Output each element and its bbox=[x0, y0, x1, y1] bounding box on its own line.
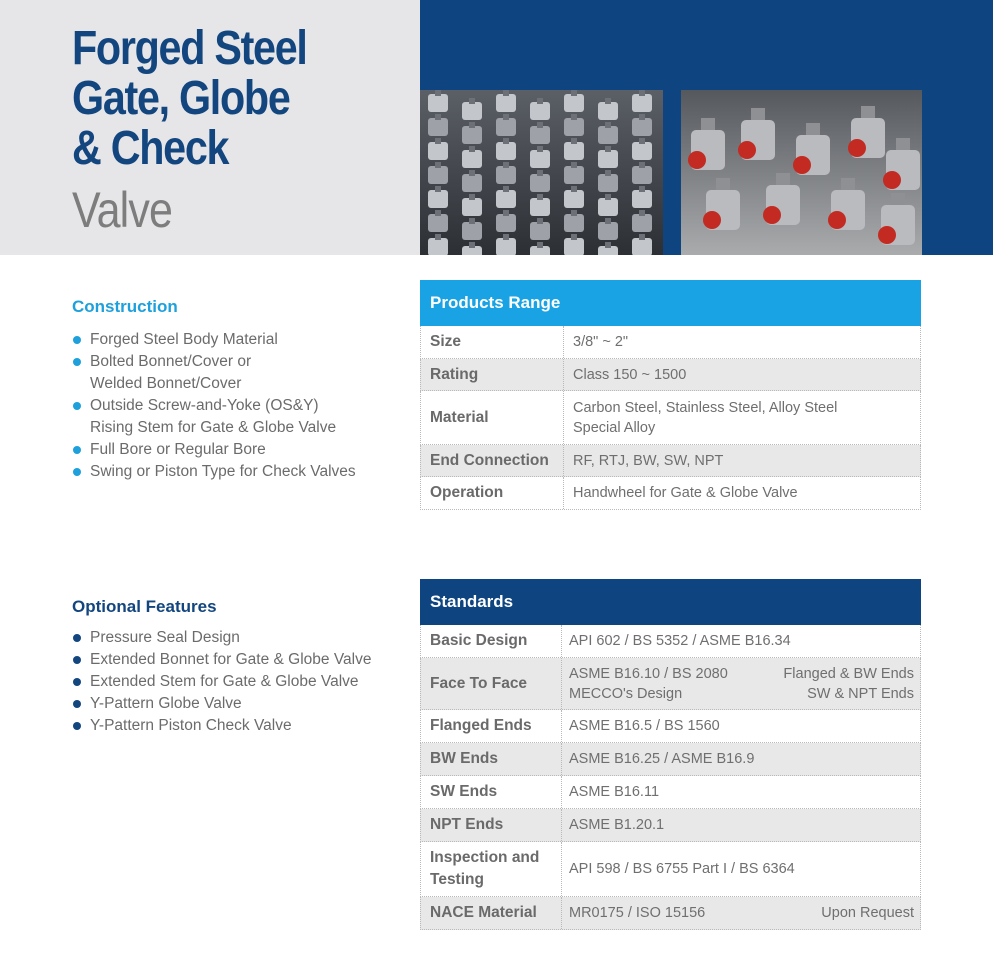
row-value: RF, RTJ, BW, SW, NPT bbox=[573, 452, 724, 469]
page-title bbox=[72, 24, 307, 174]
valve-stem-shape bbox=[537, 146, 543, 152]
valve-stem-shape bbox=[861, 106, 875, 118]
list-item-text: Welded Bonnet/Cover bbox=[90, 375, 242, 392]
valve-shape bbox=[632, 166, 652, 184]
table-row bbox=[420, 743, 921, 776]
table-row bbox=[420, 391, 921, 445]
standards-heading: Standards bbox=[420, 579, 921, 625]
row-value-multiline bbox=[562, 658, 920, 709]
list-item: Pressure Seal Design bbox=[72, 627, 371, 649]
valve-stem-shape bbox=[435, 90, 441, 96]
red-cap-shape bbox=[738, 141, 756, 159]
valve-stem-shape bbox=[841, 178, 855, 190]
valve-stem-shape bbox=[639, 210, 645, 216]
row-label: Rating bbox=[421, 359, 564, 390]
list-item: Extended Bonnet for Gate & Globe Valve bbox=[72, 649, 371, 671]
label-line: Inspection and bbox=[430, 849, 540, 866]
valve-rows-photo bbox=[420, 90, 663, 255]
row-value: Class 150 ~ 1500 bbox=[573, 366, 687, 383]
valve-stem-shape bbox=[605, 170, 611, 176]
row-label: End Connection bbox=[421, 445, 564, 476]
valve-stem-shape bbox=[605, 122, 611, 128]
valve-shape bbox=[462, 222, 482, 240]
value-line: MECCO's Design bbox=[569, 685, 683, 702]
optional-features-heading: Optional Features bbox=[72, 597, 217, 616]
valve-shape bbox=[632, 118, 652, 136]
valve-shape bbox=[632, 190, 652, 208]
valve-closeup-photo bbox=[681, 90, 922, 255]
value-line: Special Alloy bbox=[573, 419, 656, 436]
list-item bbox=[72, 395, 356, 439]
valve-shape bbox=[564, 142, 584, 160]
valve-stem-shape bbox=[503, 210, 509, 216]
valve-stem-shape bbox=[503, 162, 509, 168]
note-line: Flanged & BW Ends bbox=[783, 665, 914, 682]
valve-shape bbox=[598, 102, 618, 120]
construction-list bbox=[72, 329, 356, 483]
valve-shape bbox=[632, 94, 652, 112]
valve-shape bbox=[598, 126, 618, 144]
row-value: 3/8" ~ 2" bbox=[573, 334, 629, 350]
valve-stem-shape bbox=[503, 186, 509, 192]
row-label: BW Ends bbox=[421, 743, 562, 775]
valve-stem-shape bbox=[435, 114, 441, 120]
value-line: Carbon Steel, Stainless Steel, Alloy Steel bbox=[573, 399, 838, 416]
valve-stem-shape bbox=[503, 138, 509, 144]
valve-shape bbox=[428, 94, 448, 112]
products-range-table bbox=[420, 280, 921, 510]
valve-stem-shape bbox=[469, 98, 475, 104]
valve-stem-shape bbox=[435, 162, 441, 168]
valve-stem-shape bbox=[571, 210, 577, 216]
row-label: NACE Material bbox=[421, 897, 562, 929]
valve-shape bbox=[496, 94, 516, 112]
valve-shape bbox=[598, 174, 618, 192]
valve-stem-shape bbox=[639, 186, 645, 192]
valve-stem-shape bbox=[571, 90, 577, 96]
row-label-multiline bbox=[421, 842, 562, 896]
valve-shape bbox=[564, 238, 584, 255]
valve-stem-shape bbox=[503, 90, 509, 96]
valve-stem-shape bbox=[639, 162, 645, 168]
table-row bbox=[420, 625, 921, 658]
red-cap-shape bbox=[828, 211, 846, 229]
title-line: & Check bbox=[72, 122, 229, 175]
valve-shape bbox=[530, 102, 550, 120]
valve-stem-shape bbox=[571, 234, 577, 240]
list-item-text: Full Bore or Regular Bore bbox=[90, 441, 266, 458]
valve-stem-shape bbox=[639, 90, 645, 96]
valve-stem-shape bbox=[571, 162, 577, 168]
valve-stem-shape bbox=[503, 114, 509, 120]
valve-stem-shape bbox=[469, 170, 475, 176]
list-item-text: Rising Stem for Gate & Globe Valve bbox=[90, 419, 337, 436]
valve-stem-shape bbox=[639, 234, 645, 240]
page-subtitle: Valve bbox=[72, 182, 173, 238]
row-value: ASME B16.5 / BS 1560 bbox=[569, 718, 720, 734]
valve-stem-shape bbox=[469, 194, 475, 200]
valve-shape bbox=[462, 150, 482, 168]
row-label: Material bbox=[421, 391, 564, 444]
valve-shape bbox=[462, 102, 482, 120]
valve-shape bbox=[530, 222, 550, 240]
valve-stem-shape bbox=[605, 194, 611, 200]
valve-shape bbox=[598, 198, 618, 216]
valve-shape bbox=[530, 198, 550, 216]
red-cap-shape bbox=[883, 171, 901, 189]
red-cap-shape bbox=[878, 226, 896, 244]
valve-shape bbox=[462, 174, 482, 192]
valve-stem-shape bbox=[537, 98, 543, 104]
row-value-with-note bbox=[562, 897, 920, 929]
title-line: Gate, Globe bbox=[72, 72, 290, 125]
valve-stem-shape bbox=[571, 186, 577, 192]
table-row bbox=[420, 326, 921, 359]
valve-stem-shape bbox=[469, 146, 475, 152]
valve-stem-shape bbox=[605, 98, 611, 104]
table-row bbox=[420, 477, 921, 510]
list-item-text: Bolted Bonnet/Cover or bbox=[90, 353, 252, 370]
valve-stem-shape bbox=[537, 122, 543, 128]
row-label: Flanged Ends bbox=[421, 710, 562, 742]
row-label: Basic Design bbox=[421, 625, 562, 657]
valve-shape bbox=[632, 238, 652, 255]
red-cap-shape bbox=[793, 156, 811, 174]
valve-shape bbox=[530, 174, 550, 192]
optional-features-list bbox=[72, 627, 371, 737]
list-item bbox=[72, 439, 356, 461]
red-cap-shape bbox=[703, 211, 721, 229]
valve-stem-shape bbox=[639, 114, 645, 120]
valve-stem-shape bbox=[469, 122, 475, 128]
valve-stem-shape bbox=[435, 186, 441, 192]
valve-shape bbox=[598, 222, 618, 240]
valve-stem-shape bbox=[605, 242, 611, 248]
valve-shape bbox=[428, 166, 448, 184]
valve-shape bbox=[598, 150, 618, 168]
table-row bbox=[420, 776, 921, 809]
valve-stem-shape bbox=[571, 138, 577, 144]
row-label: SW Ends bbox=[421, 776, 562, 808]
list-item-text: Swing or Piston Type for Check Valves bbox=[90, 463, 356, 480]
valve-shape bbox=[564, 190, 584, 208]
table-row bbox=[420, 445, 921, 477]
valve-stem-shape bbox=[469, 242, 475, 248]
valve-shape bbox=[564, 118, 584, 136]
row-value: API 602 / BS 5352 / ASME B16.34 bbox=[569, 633, 791, 649]
table-row bbox=[420, 359, 921, 391]
valve-stem-shape bbox=[537, 218, 543, 224]
valve-stem-shape bbox=[776, 173, 790, 185]
valve-stem-shape bbox=[751, 108, 765, 120]
row-label: Face To Face bbox=[421, 658, 562, 709]
valve-shape bbox=[496, 190, 516, 208]
list-item bbox=[72, 461, 356, 483]
label-line: Testing bbox=[430, 871, 484, 888]
valve-shape bbox=[428, 238, 448, 255]
valve-stem-shape bbox=[701, 118, 715, 130]
valve-stem-shape bbox=[605, 146, 611, 152]
row-label: Operation bbox=[421, 477, 564, 509]
valve-shape bbox=[564, 214, 584, 232]
valve-stem-shape bbox=[605, 218, 611, 224]
table-row bbox=[420, 842, 921, 897]
valve-stem-shape bbox=[435, 210, 441, 216]
list-item: Y-Pattern Globe Valve bbox=[72, 693, 371, 715]
valve-shape bbox=[428, 142, 448, 160]
row-value: API 598 / BS 6755 Part I / BS 6364 bbox=[569, 861, 795, 877]
valve-stem-shape bbox=[435, 138, 441, 144]
list-item bbox=[72, 329, 356, 351]
row-label: Size bbox=[421, 326, 564, 358]
red-cap-shape bbox=[763, 206, 781, 224]
valve-shape bbox=[462, 126, 482, 144]
valve-stem-shape bbox=[716, 178, 730, 190]
products-range-heading: Products Range bbox=[420, 280, 921, 326]
valve-stem-shape bbox=[537, 242, 543, 248]
table-row bbox=[420, 658, 921, 710]
list-item-text: Outside Screw-and-Yoke (OS&Y) bbox=[90, 397, 319, 414]
list-item bbox=[72, 351, 356, 395]
standards-table bbox=[420, 579, 921, 930]
valve-shape bbox=[496, 142, 516, 160]
red-cap-shape bbox=[688, 151, 706, 169]
list-item-text: Forged Steel Body Material bbox=[90, 331, 278, 348]
valve-shape bbox=[564, 94, 584, 112]
valve-closeup-image bbox=[681, 90, 922, 255]
table-row bbox=[420, 710, 921, 743]
valve-shape bbox=[632, 142, 652, 160]
title-line: Forged Steel bbox=[72, 22, 307, 75]
red-cap-shape bbox=[848, 139, 866, 157]
valve-stem-shape bbox=[896, 138, 910, 150]
valve-rows-image bbox=[420, 90, 663, 255]
valve-shape bbox=[428, 118, 448, 136]
valve-shape bbox=[632, 214, 652, 232]
valve-shape bbox=[530, 126, 550, 144]
valve-shape bbox=[496, 238, 516, 255]
row-value: Handwheel for Gate & Globe Valve bbox=[573, 485, 798, 501]
valve-shape bbox=[496, 214, 516, 232]
row-value-multiline bbox=[564, 391, 920, 444]
row-note: Upon Request bbox=[821, 905, 914, 921]
valve-stem-shape bbox=[806, 123, 820, 135]
valve-stem-shape bbox=[537, 170, 543, 176]
valve-stem-shape bbox=[571, 114, 577, 120]
valve-stem-shape bbox=[537, 194, 543, 200]
valve-shape bbox=[428, 190, 448, 208]
row-label: NPT Ends bbox=[421, 809, 562, 841]
table-row bbox=[420, 809, 921, 842]
construction-heading: Construction bbox=[72, 297, 178, 316]
note-line: SW & NPT Ends bbox=[807, 685, 914, 702]
valve-shape bbox=[496, 118, 516, 136]
valve-stem-shape bbox=[469, 218, 475, 224]
valve-stem-shape bbox=[435, 234, 441, 240]
valve-shape bbox=[428, 214, 448, 232]
row-value: ASME B1.20.1 bbox=[569, 817, 665, 833]
valve-shape bbox=[462, 198, 482, 216]
table-row bbox=[420, 897, 921, 930]
valve-stem-shape bbox=[891, 193, 905, 205]
valve-shape bbox=[564, 166, 584, 184]
value-line: ASME B16.10 / BS 2080 bbox=[569, 665, 728, 682]
valve-shape bbox=[530, 150, 550, 168]
valve-shape bbox=[496, 166, 516, 184]
valve-stem-shape bbox=[639, 138, 645, 144]
list-item: Extended Stem for Gate & Globe Valve bbox=[72, 671, 371, 693]
valve-stem-shape bbox=[503, 234, 509, 240]
list-item: Y-Pattern Piston Check Valve bbox=[72, 715, 371, 737]
row-value: ASME B16.11 bbox=[569, 784, 660, 800]
row-value: MR0175 / ISO 15156 bbox=[569, 905, 706, 921]
row-value: ASME B16.25 / ASME B16.9 bbox=[569, 751, 755, 767]
